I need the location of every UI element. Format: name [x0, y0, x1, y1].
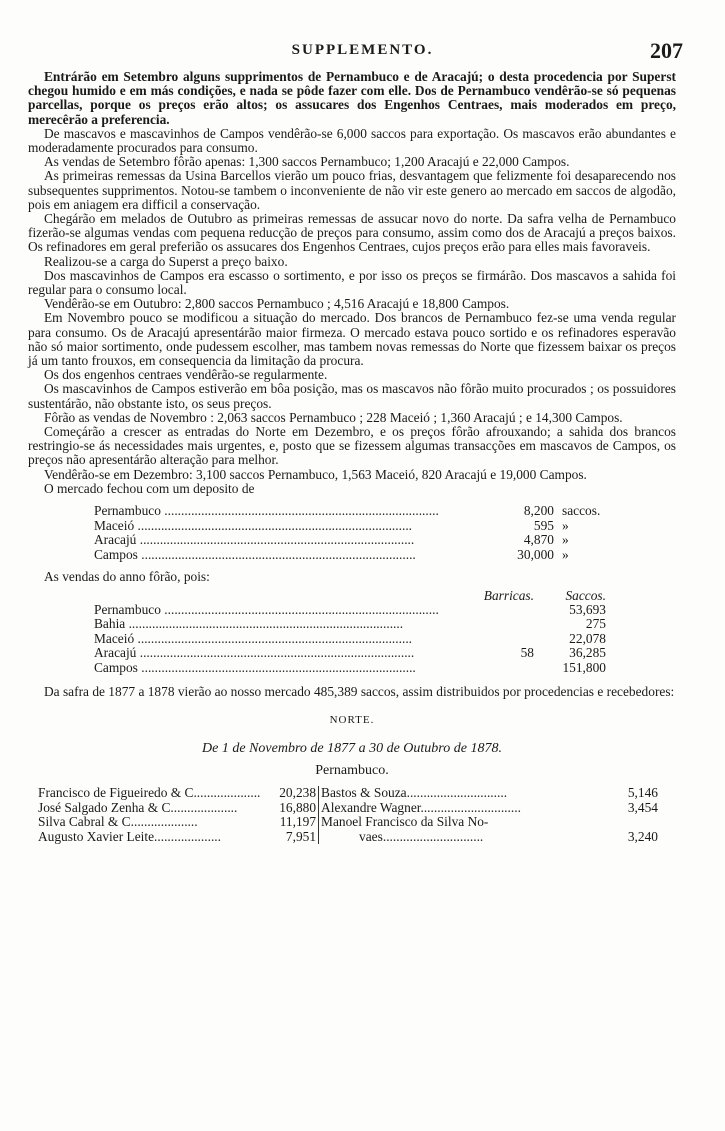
paragraph: Em Novembro pouco se modificou a situação do mercado. Dos brancos de Pernambuco fez-se uma venda regular para consumo. Os de Aracajú apresentárão maior firmeza. O mercado estava pouco sortido e os refinadores esperavão não só maior sortimento, onde pudessem escolher, mas tambem novas remessas do Norte que fizessem baixar os preços já um tanto frouxos, em consequencia da limitação da procura.	[28, 310, 676, 369]
table-row: Maceió .................................................................................. 595 »	[94, 519, 622, 534]
sales-intro: As vendas do anno fôrão, pois:	[44, 569, 210, 585]
table-row: Pernambuco .................................................................................. 53,693	[94, 602, 606, 618]
deposit-value: 30,000	[517, 546, 554, 562]
receiver-name: vaes	[359, 829, 383, 844]
receivers-table	[38, 786, 658, 844]
sales-table	[94, 589, 606, 675]
receiver-value: 5,146	[627, 784, 658, 800]
deposit-table	[94, 504, 622, 562]
table-row: Aracajú .................................................................................. 4,870 »	[94, 533, 622, 548]
receiver-value	[610, 815, 658, 830]
period-line: De 1 de Novembro de 1877 a 30 de Outubro de 1878.	[202, 740, 502, 756]
receiver-name: Silva Cabral & C	[38, 815, 131, 830]
sales-place: Campos	[94, 660, 138, 675]
sales-saccos: 53,693	[569, 602, 606, 618]
place-heading: Pernambuco.	[315, 762, 389, 778]
table-row: José Salgado Zenha & C.................... 16,880 Alexandre Wagner.............................. 3,454	[38, 799, 658, 815]
paragraph: O mercado fechou com um deposito de	[44, 480, 255, 496]
table-row: Maceió .................................................................................. 22,078	[94, 630, 606, 646]
paragraph: Os dos engenhos centraes vendêrão-se regularmente.	[44, 367, 328, 383]
receiver-name: José Salgado Zenha & C	[38, 800, 171, 815]
col-header-saccos: Saccos.	[565, 587, 606, 603]
page-number: 207	[650, 38, 683, 63]
receiver-value: 3,454	[627, 799, 658, 815]
page-header	[0, 38, 725, 64]
page-body	[28, 70, 676, 844]
paragraph: Dos mascavinhos de Campos era escasso o sortimento, e por isso os preços se firmárão. Dos mascavos a sahida foi regular para o consumo local.	[28, 267, 676, 298]
deposit-value: 8,200	[523, 503, 554, 519]
deposit-value: 595	[533, 517, 554, 533]
receiver-name: Bastos & Souza	[321, 785, 407, 800]
paragraph: Entrárão em Setembro alguns supprimentos de Pernambuco e de Aracajú; o desta procedencia por Superst chegou humido e em más condições, e nada se pôde fazer com elle. Dos de Pernambuco vendêrão-se só pequenas parcellas, porque os preços erão altos; os assucares dos Engenhos Centraes, mais moderados em preço, merecêrão a preferencia.	[28, 69, 676, 127]
table-row: Francisco de Figueiredo & C.................... 20,238 Bastos & Souza.............................. 5,146	[38, 784, 658, 800]
sales-place: Pernambuco	[94, 603, 161, 618]
deposit-place: Pernambuco	[94, 504, 161, 519]
receiver-name: Augusto Xavier Leite	[38, 829, 155, 844]
sales-place: Maceió	[94, 631, 135, 646]
table-row: Campos .................................................................................. 30,000 »	[94, 548, 622, 563]
receiver-value: 16,880	[267, 801, 318, 816]
receiver-name: Francisco de Figueiredo & C	[38, 785, 194, 800]
deposit-unit: »	[562, 546, 569, 562]
deposit-unit: »	[562, 517, 569, 533]
deposit-unit: saccos.	[562, 503, 601, 519]
paragraph: Chegárão em melados de Outubro as primeiras remessas de assucar novo do norte. Da safra velha de Pernambuco fizerão-se algumas vendas com pequena reducção de preços para consumo, assim como dos de Aracajú a preços baixos. Os refinadores em geral preferião os assucares dos Engenhos Centraes, cujos preços erão para elles mais favoraveis.	[28, 211, 676, 255]
receiver-value: 3,240	[627, 828, 658, 844]
deposit-value: 4,870	[523, 532, 554, 548]
sales-saccos: 22,078	[569, 630, 606, 646]
paragraph: Vendêrão-se em Dezembro: 3,100 saccos Pernambuco, 1,563 Maceió, 820 Aracajú e 19,000 Campos.	[44, 466, 587, 482]
safra-paragraph: Da safra de 1877 a 1878 vierão ao nosso mercado 485,389 saccos, assim distribuidos por procedencias e recebedores:	[44, 684, 675, 700]
sales-place: Aracajú	[94, 646, 137, 661]
paragraph: Fôrão as vendas de Novembro : 2,063 saccos Pernambuco ; 228 Maceió ; 1,360 Aracajú ; e 14,300 Campos.	[44, 409, 623, 425]
receiver-value: 7,951	[267, 830, 318, 845]
paragraph: As primeiras remessas da Usina Barcellos vierão um pouco frias, desvantagem que felizmente foi desaparecendo nos subsequentes supprimentos. Notou-se tambem o inconveniente de não vir este genero ao mercado em saccos de algodão, pois em aniagem era difficil a conservação.	[28, 168, 676, 212]
table-row: Campos .................................................................................. 151,800	[94, 659, 606, 675]
table-row: Aracajú .................................................................................. 58 36,285	[94, 645, 606, 661]
table-row: Augusto Xavier Leite.................... 7,951 vaes.............................. 3,240	[38, 828, 658, 844]
running-title: SUPPLEMENTO.	[291, 42, 434, 58]
paragraph: Realizou-se a carga do Superst a preço baixo.	[44, 253, 288, 269]
deposit-place: Maceió	[94, 518, 135, 533]
table-row: Bahia .................................................................................. 275	[94, 616, 606, 632]
paragraph: As vendas de Setembro fôrão apenas: 1,300 saccos Pernambuco; 1,200 Aracajú e 22,000 Campos.	[44, 154, 570, 170]
table-header-row	[94, 589, 606, 603]
table-row: Silva Cabral & C.................... 11,197 Manoel Francisco da Silva No-	[38, 815, 658, 830]
receiver-name: Alexandre Wagner	[321, 800, 421, 815]
table-row: Pernambuco .................................................................................. 8,200 saccos.	[94, 504, 622, 519]
paragraph: De mascavos e mascavinhos de Campos vendêrão-se 6,000 saccos para exportação. Os mascavos erão abundantes e moderadamente procurados para consumo.	[28, 125, 676, 156]
col-header-barricas: Barricas.	[483, 587, 534, 603]
sales-barricas	[474, 603, 534, 617]
sales-barricas	[474, 617, 534, 631]
sales-barricas	[474, 661, 534, 675]
sales-saccos: 36,285	[569, 645, 606, 661]
deposit-unit: »	[562, 532, 569, 548]
sales-place: Bahia	[94, 617, 126, 632]
receiver-value: 11,197	[267, 815, 318, 830]
sales-barricas: 58	[520, 645, 534, 661]
sales-saccos: 275	[585, 616, 606, 632]
paragraph: Os mascavinhos de Campos estiverão em bôa posição, mas os mascavos não fôrão muito procurados ; os possuidores sustentárão, não obstante isto, os seus preços.	[28, 381, 676, 411]
sales-saccos: 151,800	[562, 659, 606, 675]
paragraph: Vendêrão-se em Outubro: 2,800 saccos Pernambuco ; 4,516 Aracajú e 18,800 Campos.	[44, 296, 510, 312]
receiver-value: 20,238	[267, 786, 318, 801]
deposit-place: Campos	[94, 547, 138, 562]
sales-barricas	[474, 632, 534, 646]
deposit-place: Aracajú	[94, 533, 137, 548]
receiver-name: Manoel Francisco da Silva No-	[321, 815, 489, 830]
paragraph: Começárão a crescer as entradas do Norte em Dezembro, e os preços fôrão afrouxando; a sahida dos brancos restringio-se ás necessidades mais urgentes, e, posto que se fizessem algumas transacções em mascavos de Campos, os preços não apresentárão alteração para melhor.	[28, 424, 676, 468]
section-title: NORTE.	[329, 714, 375, 727]
